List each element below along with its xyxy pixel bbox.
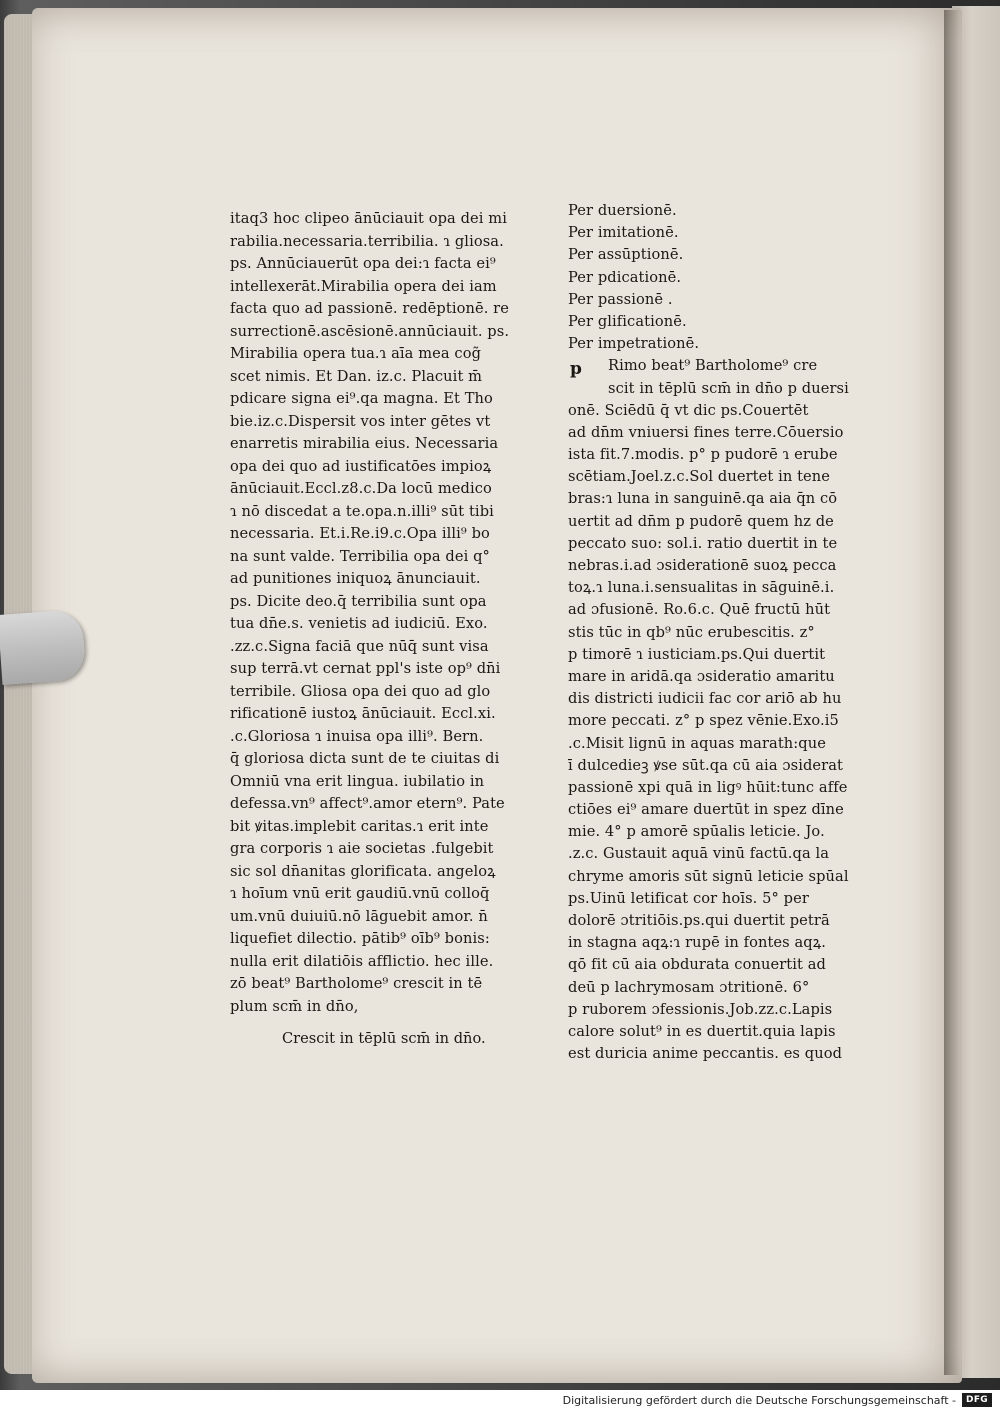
text-line: p ruborem ɔfessionis.Job.zz.c.Lapis [568,1000,833,1018]
text-line: .zz.c.Signa faciā que nūq̄ sunt visa [230,637,489,655]
text-line: ad dn̄m vniuersi fines terre.Cōuersio [568,423,844,441]
text-line: liquefiet dilectio. pātib⁹ oīb⁹ bonis: [230,930,490,947]
text-line: bie.iz.c.Dispersit vos inter gētes vt [230,412,491,430]
text-line: sic sol dn̄anitas glorificata. angeloꝝ [230,862,496,880]
text-line: est duricia anime peccantis. es quod [568,1045,843,1063]
text-line: facta quo ad passionē. redēptionē. re [230,300,509,317]
text-line: defessa.vn⁹ affect⁹.amor etern⁹. Pate [230,795,505,812]
text-line: Rimo beat⁹ Bartholome⁹ cre [608,357,818,375]
text-line: ɿ nō discedat a te.opa.n.illi⁹ sūt tibi [230,502,494,520]
text-line: bras:ɿ luna in sanguinē.qa aia q̄n cō [568,490,838,508]
text-line: ps.Uinū letificat cor hoīs. 5° per [568,889,809,907]
text-line: nulla erit dilatiōis afflictio. hec ille. [230,952,494,970]
text-line: rabilia.necessaria.terribilia. ɿ gliosa. [230,232,504,250]
text-line: mare in aridā.qa ɔsideratio amaritu [568,667,835,685]
text-line: Per glificationē. [568,312,687,330]
text-line: calore solut⁹ in es duertit.quia lapis [568,1022,836,1040]
text-line: Per impetrationē. [568,335,700,353]
text-line: pdicare signa ei⁹.qa magna. Et Tho [230,390,493,407]
footer-bar [0,1390,1000,1411]
text-line: um.vnū duiuiū.nō lāguebit amor. n̄ [230,907,488,925]
text-line: mie. 4° p amorē spūalis leticie. Jo. [568,823,825,841]
footer-credit: Digitalisierung gefördert durch die Deutsche Forschungsgemeinschaft - [562,1394,956,1407]
text-line: ɿ hoīum vnū erit gaudiū.vnū colloq̄ [230,885,490,902]
text-line: ista fit.7.modis. p° p pudorē ɿ erube [568,446,838,464]
text-line: qō fit cū aia obdurata conuertit ad [568,956,826,974]
text-line: toꝝ.ɿ luna.i.sensualitas in sāguinē.i. [568,579,835,597]
left-closing-line: Crescit in tēplū scm̄ in dn̄o. [282,1030,486,1047]
text-line: zō beat⁹ Bartholome⁹ crescit in tē [230,975,483,992]
right-body [568,400,913,1066]
bookmark-strip [0,609,86,685]
initial-paragraph [568,355,913,399]
text-line: uertit ad dn̄m p pudorē quem hz de [568,512,834,530]
dfg-logo: DFG [962,1393,992,1407]
text-line: .c.Gloriosa ɿ inuisa opa illi⁹. Bern. [230,727,484,745]
left-text-column [230,208,555,1018]
text-line: Per passionē . [568,290,673,308]
right-text-column [568,200,913,1065]
text-line: itaq3 hoc clipeo ānūciauit opa dei mi [230,210,507,227]
text-line: Per assūptionē. [568,246,684,264]
drop-initial: p [570,359,582,380]
text-line: dis districti iudicii fac cor ariō ab hu [568,690,842,708]
text-line: q̄ gloriosa dicta sunt de te ciuitas di [230,750,500,767]
text-line: in stagna aqꝝ:ɿ rupē in fontes aqꝝ. [568,934,827,952]
text-line: nebras.i.ad ɔsiderationē suoꝝ pecca [568,557,837,574]
text-line: opa dei quo ad iustificatōes impioꝝ [230,457,492,475]
text-line: more peccati. z° p spez vēnie.Exo.i5 [568,712,839,730]
text-line: ps. Dicite deo.q̄ terribilia sunt opa [230,592,487,610]
text-line: Omniū vna erit lingua. iubilatio in [230,772,485,790]
text-line: Per duersionē. [568,202,677,219]
text-line: Per imitationē. [568,224,679,242]
text-line: peccato suo: sol.i. ratio duertit in te [568,534,838,552]
text-line: enarretis mirabilia eius. Necessaria [230,435,499,452]
text-line: tua dn̄e.s. venietis ad iudiciū. Exo. [230,615,488,632]
text-line: surrectionē.ascēsionē.annūciauit. ps. [230,322,510,340]
text-line: scētiam.Joel.z.c.Sol duertet in tene [568,468,831,486]
text-line: scet nimis. Et Dan. iz.c. Placuit m̄ [230,367,483,385]
text-line: .c.Misit lignū in aquas marath:que [568,734,826,752]
text-line: Per pdicationē. [568,268,682,286]
text-line: dolorē ɔtritiōis.ps.qui duertit petrā [568,912,830,929]
text-line: passionē xpi quā in ligꝰ hūit:tunc affe [568,778,848,796]
text-line: ī dulcedieꝫ ꝟse sūt.qa cū aia ɔsiderat [568,756,844,774]
text-line: stis tūc in qb⁹ nūc erubescitis. z° [568,623,815,641]
text-line: chryme amoris sūt signū leticie spūal [568,867,849,885]
text-line: onē. Sciēdū q̄ vt dic ps.Couertēt [568,401,809,419]
text-line: Mirabilia opera tua.ɿ aīa mea cog̃ [230,345,482,362]
gutter-shadow [944,10,960,1375]
text-line: necessaria. Et.i.Re.i9.c.Opa illi⁹ bo [230,525,490,542]
text-line: sup terrā.vt cernat ppl's iste op⁹ dn̄i [230,660,501,677]
text-line: na sunt valde. Terribilia opa dei q° [230,547,490,565]
text-line: ps. Annūciauerūt opa dei:ɿ facta ei⁹ [230,255,496,272]
text-line: terribile. Gliosa opa dei quo ad glo [230,682,491,700]
text-line: p timorē ɿ iusticiam.ps.Qui duertit [568,645,826,663]
text-line: scit in tēplū scm̄ in dn̄o p duersi [608,379,849,397]
text-line: ad punitiones iniquoꝝ ānunciauit. [230,570,481,587]
text-line: .z.c. Gustauit aquā vinū factū.qa la [568,845,830,863]
text-line: plum scm̄ in dn̄o, [230,997,359,1015]
right-list [568,200,913,355]
text-line: bit ꝟitas.implebit caritas.ɿ erit inte [230,817,489,835]
text-line: rificationē iustoꝝ ānūciauit. Eccl.xi. [230,705,496,722]
text-line: ānūciauit.Eccl.z8.c.Da locū medico [230,480,492,497]
text-line: ad ɔfusionē. Ro.6.c. Quē fructū hūt [568,601,831,619]
text-line: intellexerāt.Mirabilia opera dei iam [230,277,497,295]
text-line: deū p lachrymosam ɔtritionē. 6° [568,978,810,996]
text-line: ctiōes ei⁹ amare duertūt in spez dīne [568,801,844,819]
text-line: gra corporis ɿ aie societas .fulgebit [230,840,494,857]
